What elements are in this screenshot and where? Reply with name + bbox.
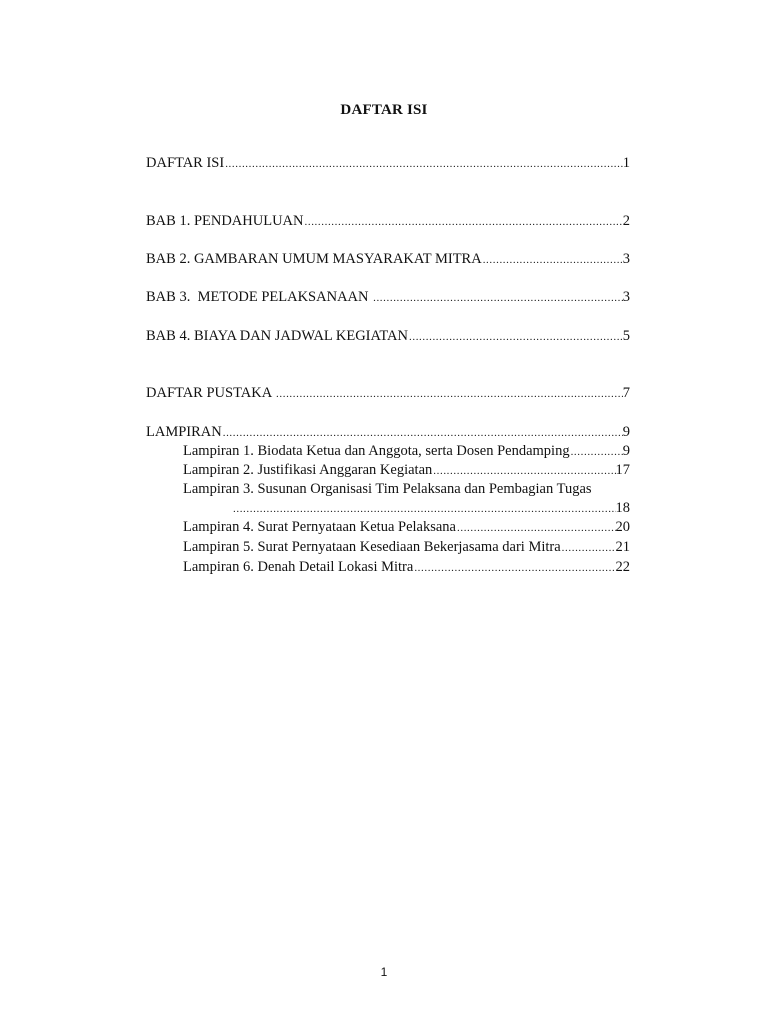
toc-leader-dots bbox=[570, 443, 623, 462]
toc-leader-dots bbox=[275, 385, 623, 404]
toc-entry-label: BAB 1. PENDAHULUAN bbox=[146, 213, 304, 229]
toc-entry-page: 9 bbox=[622, 443, 630, 459]
toc-leader-dots bbox=[432, 462, 615, 481]
toc-entry-bab-3[interactable] bbox=[146, 288, 630, 308]
toc-entry-page: 1 bbox=[622, 155, 630, 171]
toc-entry-label: BAB 3. METODE PELAKSANAAN bbox=[146, 289, 373, 305]
toc-entry-lampiran-3[interactable] bbox=[183, 480, 630, 519]
toc-entry-lampiran-4[interactable] bbox=[183, 518, 630, 538]
toc-entry-page: 18 bbox=[615, 500, 630, 516]
toc-entry-continuation bbox=[183, 499, 630, 519]
toc-entry-lampiran-2[interactable] bbox=[183, 461, 630, 481]
toc-leader-dots bbox=[372, 289, 623, 308]
toc-entry-page: 2 bbox=[622, 213, 630, 229]
toc-entry-label: BAB 2. GAMBARAN UMUM MASYARAKAT MITRA bbox=[146, 251, 482, 267]
toc-entry-label: DAFTAR ISI bbox=[146, 155, 225, 171]
toc-entry-label: Lampiran 3. Susunan Organisasi Tim Pelaksana dan Pembagian Tugas bbox=[183, 481, 592, 497]
toc-leader-dots bbox=[456, 519, 616, 538]
toc-entry-label: Lampiran 4. Surat Pernyataan Ketua Pelaksana bbox=[183, 519, 456, 535]
toc-entry-label: DAFTAR PUSTAKA bbox=[146, 385, 276, 401]
toc-entry-lampiran-5[interactable] bbox=[183, 538, 630, 558]
toc-entry-bab-4[interactable] bbox=[146, 327, 630, 347]
toc-leader-dots bbox=[304, 213, 623, 232]
page-number: 1 bbox=[380, 965, 388, 979]
toc-leader-dots bbox=[224, 155, 623, 174]
toc-entry-page: 20 bbox=[615, 519, 630, 535]
toc-entry-bab-2[interactable] bbox=[146, 250, 630, 270]
toc-leader-dots bbox=[413, 559, 615, 578]
toc-leader-dots bbox=[408, 328, 623, 347]
toc-entry-label: LAMPIRAN bbox=[146, 424, 222, 440]
toc-entry-page: 9 bbox=[622, 424, 630, 440]
toc-entry-daftar-pustaka[interactable] bbox=[146, 384, 630, 404]
toc-entry-label: Lampiran 5. Surat Pernyataan Kesediaan Bekerjasama dari Mitra bbox=[183, 539, 561, 555]
toc-entry-lampiran-6[interactable] bbox=[183, 558, 630, 578]
toc-entry-page: 21 bbox=[615, 539, 630, 555]
toc-entry-label: Lampiran 1. Biodata Ketua dan Anggota, serta Dosen Pendamping bbox=[183, 443, 570, 459]
toc-entry-label: Lampiran 2. Justifikasi Anggaran Kegiatan bbox=[183, 462, 433, 478]
page-title: DAFTAR ISI bbox=[340, 102, 428, 118]
toc-leader-dots bbox=[232, 500, 616, 519]
toc-entry-label: BAB 4. BIAYA DAN JADWAL KEGIATAN bbox=[146, 328, 408, 344]
toc-leader-dots bbox=[561, 539, 616, 558]
toc-entry-daftar-isi[interactable] bbox=[146, 154, 630, 174]
toc-entry-page: 7 bbox=[622, 385, 630, 401]
toc-entry-lampiran[interactable] bbox=[146, 423, 630, 443]
toc-entry-bab-1[interactable] bbox=[146, 212, 630, 232]
toc-entry-page: 3 bbox=[622, 289, 630, 305]
toc-entry-page: 3 bbox=[622, 251, 630, 267]
toc-entry-page: 17 bbox=[615, 462, 630, 478]
toc-leader-dots bbox=[222, 424, 623, 443]
toc-entry-page: 5 bbox=[622, 328, 630, 344]
toc-entry-page: 22 bbox=[615, 559, 630, 575]
toc-entry-lampiran-1[interactable] bbox=[183, 442, 630, 462]
toc-entry-label: Lampiran 6. Denah Detail Lokasi Mitra bbox=[183, 559, 414, 575]
toc-leader-dots bbox=[482, 251, 623, 270]
